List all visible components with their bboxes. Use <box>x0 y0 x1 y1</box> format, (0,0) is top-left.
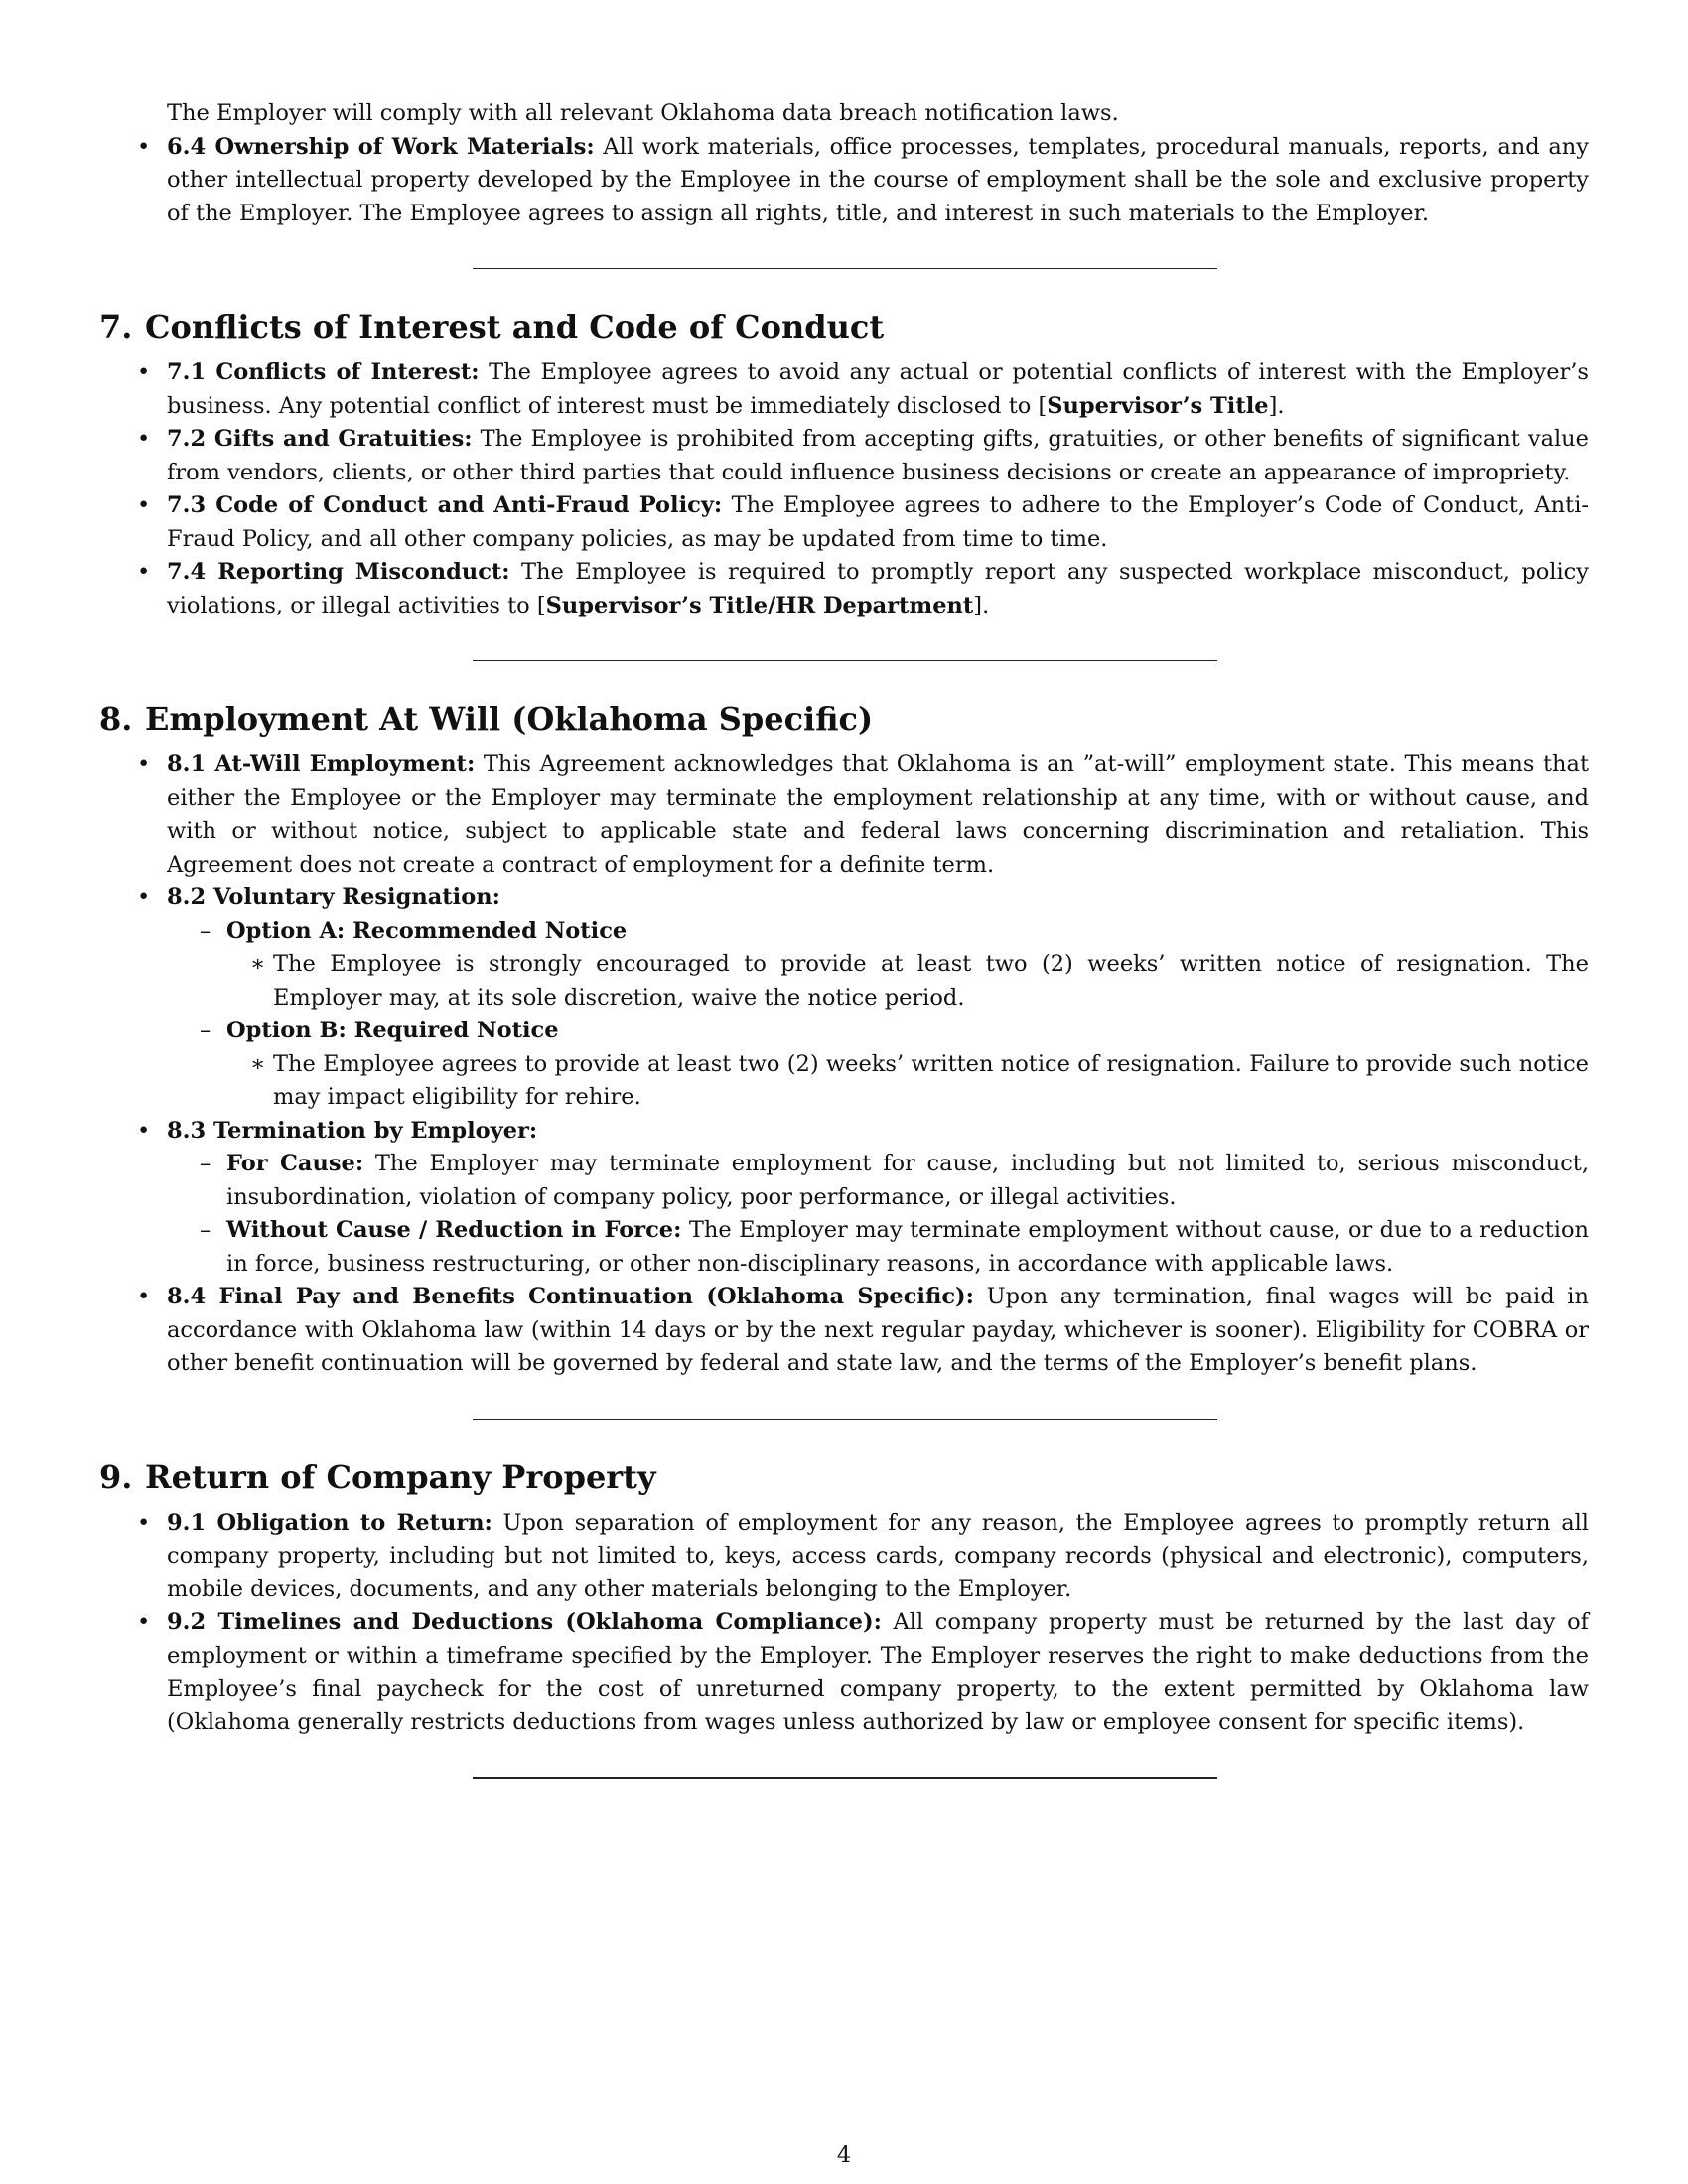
option-b <box>167 1015 1589 1115</box>
option-label: Option B: Required Notice <box>226 1018 559 1043</box>
clause-9-1 <box>99 1507 1589 1607</box>
section-divider <box>473 660 1217 661</box>
clause-label: 7.2 Gifts and Gratuities: <box>167 426 473 452</box>
clause-text-end: ]. <box>973 592 990 618</box>
option-text: ∗ The Employee is strongly encouraged to provide at least two (2) weeks’ written notice of resignation. The Employer may, at its sole discretion, waive the notice period. <box>226 948 1589 1015</box>
clause-text: The Employee is required to promptly report any suspected workplace misconduct, policy violations, or illegal activities to [ <box>167 559 1589 618</box>
clause-label: 9.1 Obligation to Return: <box>167 1509 492 1536</box>
section-8-heading <box>99 699 1589 739</box>
document-content <box>99 97 1589 1779</box>
option-a-details <box>226 948 1589 1015</box>
resignation-options <box>167 915 1589 1115</box>
clause-label: 7.1 Conflicts of Interest: <box>167 359 480 385</box>
clause-text-end: ]. <box>1268 392 1285 419</box>
section-9-heading <box>99 1457 1589 1497</box>
without-cause <box>167 1214 1589 1281</box>
clause-6-4 <box>99 131 1589 231</box>
section-title: Employment At Will (Oklahoma Specific) <box>145 700 874 738</box>
clause-text: The Employee is prohibited from accepting gifts, gratuities, or other benefits of significant value from vendors, clients, or other third parties that could influence business decisions or create an appearance of impropriety. <box>167 426 1589 485</box>
clause-label: 8.2 Voluntary Resignation: <box>167 885 500 910</box>
placeholder-field: Supervisor’s Title <box>1047 392 1269 419</box>
section-8-list <box>99 749 1589 1381</box>
section-divider <box>473 268 1217 269</box>
clause-label: 9.2 Timelines and Deductions (Oklahoma Compliance): <box>167 1609 882 1635</box>
section-number: 7. <box>99 308 133 345</box>
clause-8-3 <box>99 1115 1589 1282</box>
sub-text: The Employer may terminate employment without cause, or due to a reduction in force, business restructuring, or other non-disciplinary reasons, in accordance with applicable laws. <box>226 1217 1589 1277</box>
option-a <box>167 915 1589 1016</box>
clause-7-2 <box>99 423 1589 489</box>
clause-text: All company property must be returned by the last day of employment or within a timeframe specified by the Employer. The Employer reserves the right to make deductions from the Employee’s final paycheck for the cost of unreturned company property, to the extent permitted by Oklahoma law (Oklahoma generally restricts deductions from wages unless authorized by law or employee consent for specific items). <box>167 1609 1590 1735</box>
clause-label: 7.3 Code of Conduct and Anti-Fraud Policy: <box>167 492 723 518</box>
placeholder-field: Supervisor’s Title/HR Department <box>545 592 974 618</box>
section-7-list <box>99 356 1589 622</box>
termination-types <box>167 1148 1589 1281</box>
page-number: 4 <box>836 2142 852 2168</box>
sub-label: Without Cause / Reduction in Force: <box>226 1217 682 1243</box>
clause-label: 6.4 Ownership of Work Materials: <box>167 133 595 160</box>
section-number: 8. <box>99 700 133 738</box>
option-text: ∗ The Employee agrees to provide at least two (2) weeks’ written notice of resignation. Failure to provide such notice may impact eligibility for rehire. <box>226 1048 1589 1115</box>
section-number: 9. <box>99 1457 133 1496</box>
section-6-list <box>99 131 1589 231</box>
clause-label: 7.4 Reporting Misconduct: <box>167 559 510 585</box>
clause-8-1 <box>99 749 1589 882</box>
clause-7-1 <box>99 356 1589 423</box>
clause-text: The Employee agrees to avoid any actual or potential conflicts of interest with the Employer’s business. Any potential conflict of interest must be immediately disclosed to [ <box>167 359 1589 419</box>
clause-8-4 <box>99 1281 1589 1381</box>
section-divider <box>473 1777 1217 1779</box>
option-b-details <box>226 1048 1589 1115</box>
sub-text: The Employer may terminate employment for cause, including but not limited to, serious misconduct, insubordination, violation of company policy, poor performance, or illegal activities. <box>226 1151 1589 1210</box>
clause-text: Upon separation of employment for any reason, the Employee agrees to promptly return all company property, including but not limited to, keys, access cards, company records (physical and electronic), computers, mobile devices, documents, and any other materials belonging to the Employer. <box>167 1509 1590 1602</box>
clause-text: The Employee agrees to adhere to the Employer’s Code of Conduct, Anti-Fraud Policy, and all other company policies, as may be updated from time to time. <box>167 492 1589 552</box>
section-9-list <box>99 1507 1589 1740</box>
clause-label: 8.4 Final Pay and Benefits Continuation (Oklahoma Specific): <box>167 1284 974 1309</box>
clause-text: This Agreement acknowledges that Oklahoma is an ”at-will” employment state. This means that either the Employee or the Employer may terminate the employment relationship at any time, with or without cause, and with or without notice, subject to applicable state and federal laws concerning discrimination and retaliation. This Agreement does not create a contract of employment for a definite term. <box>167 751 1589 878</box>
clause-8-2 <box>99 882 1589 1115</box>
clause-text: Upon any termination, final wages will be paid in accordance with Oklahoma law (within 14 days or by the next regular payday, whichever is sooner). Eligibility for COBRA or other benefit continuation will be governed by federal and state law, and the terms of the Employer’s benefit plans. <box>167 1284 1589 1376</box>
option-label: Option A: Recommended Notice <box>226 917 628 944</box>
section-divider <box>473 1419 1217 1420</box>
clause-label: 8.3 Termination by Employer: <box>167 1117 538 1144</box>
section-title: Conflicts of Interest and Code of Conduct <box>145 308 885 345</box>
for-cause <box>167 1148 1589 1214</box>
section-7-heading <box>99 307 1589 346</box>
clause-text: All work materials, office processes, templates, procedural manuals, reports, and any other intellectual property developed by the Employee in the course of employment shall be the sole and exclusive property of the Employer. The Employee agrees to assign all rights, title, and interest in such materials to the Employer. <box>167 133 1590 226</box>
intro-line: The Employer will comply with all relevant Oklahoma data breach notification laws. <box>167 100 1119 126</box>
section-title: Return of Company Property <box>145 1457 656 1496</box>
clause-7-3 <box>99 489 1589 556</box>
clause-7-4 <box>99 556 1589 622</box>
clause-9-2 <box>99 1606 1589 1739</box>
sub-label: For Cause: <box>226 1151 364 1176</box>
clause-label: 8.1 At-Will Employment: <box>167 751 476 777</box>
